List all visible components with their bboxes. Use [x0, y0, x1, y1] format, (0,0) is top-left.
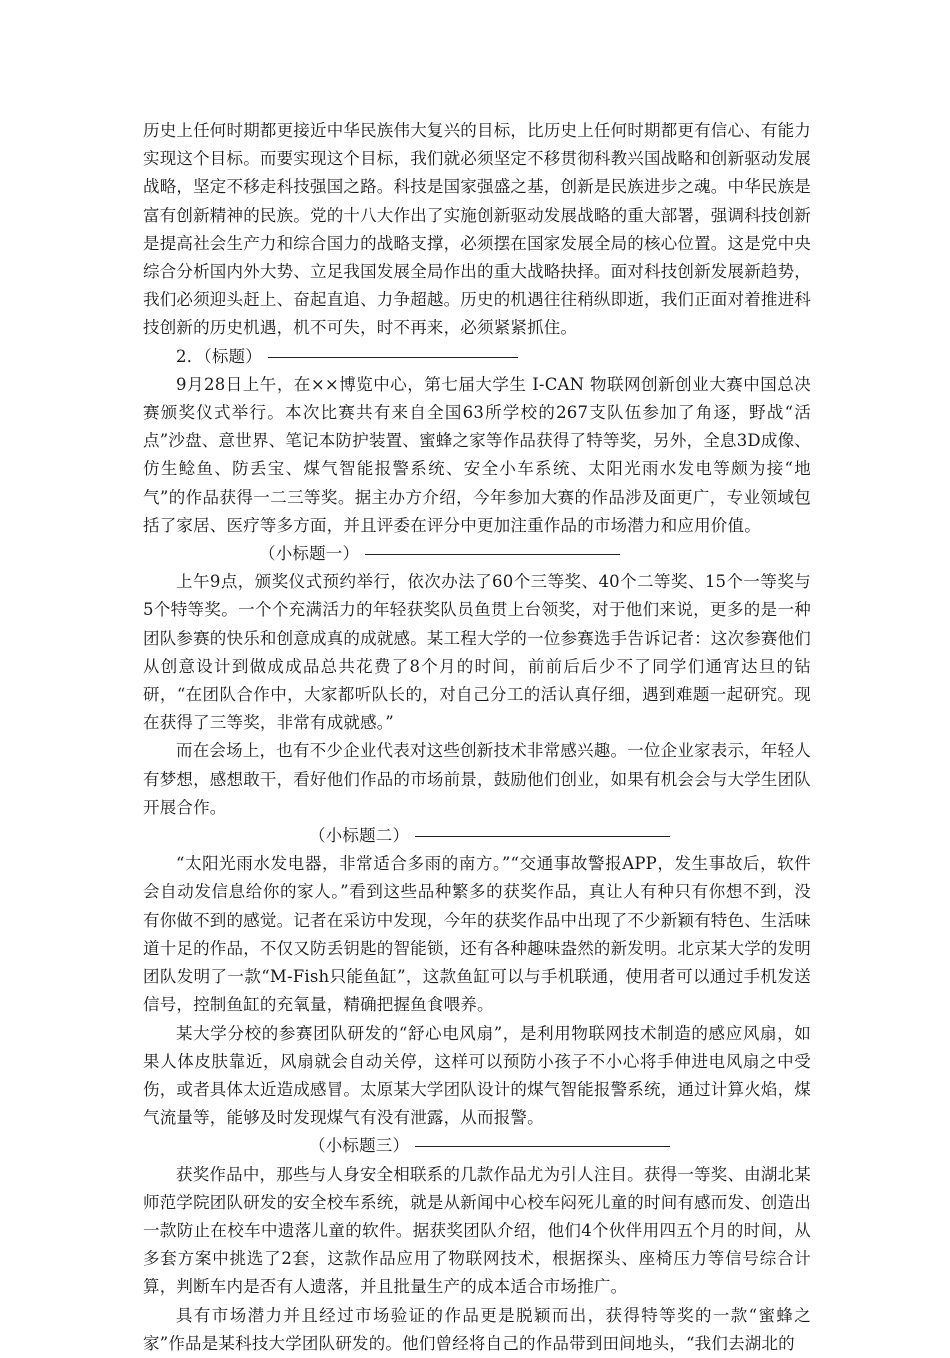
subtitle-2-label: （小标题二） — [309, 826, 410, 846]
title-answer-blank[interactable] — [268, 356, 518, 358]
subtitle-3-answer-blank[interactable] — [415, 1145, 670, 1147]
safety-paragraph: 获奖作品中，那些与人身安全相联系的几款作品尤为引人注目。获得一等奖、由湖北某师范学院团队研发的安全校车系统，就是从新闻中心校车闷死儿童的时间有感而发、创造出一款防止在校车中遗落儿童的软件。据获奖团队介绍，他们4个伙伴用四五个月的时间，从多套方案中挑选了2套，这款作品应用了物联网技术，根据探头、座椅压力等信号综合计算，判断车内是否有人遗落，并且批量生产的成本适合市场推广。 — [143, 1164, 811, 1297]
question-2-label: 2．（标题） — [176, 346, 262, 366]
market-paragraph: 具有市场潜力并且经过市场验证的作品更是脱颖而出，获得特等奖的一款“蜜蜂之家”作品是某科技大学团队研发的。他们曾经将自己的作品带到田间地头，“我们去湖北的 — [143, 1305, 811, 1353]
subtitle-3-line — [143, 1132, 811, 1160]
ceremony-paragraph: 上午9点，颁奖仪式预约举行，依次办法了60个三等奖、40个二等奖、15个一等奖与5个特等奖。一个个充满活力的年轻获奖队员鱼贯上台领奖，对于他们来说，更多的是一种团队参赛的快乐和创意成真的成就感。某工程大学的一位参赛选手告诉记者：这次参赛他们从创意设计到做成成品总共花费了8个月的时间，前前后后少不了同学们通宵达旦的钻研，“在团队合作中，大家都听队长的，对自己分工的活认真仔细，遇到难题一起研究。现在获得了三等奖，非常有成就感。” — [143, 572, 811, 733]
subtitle-1-answer-blank[interactable] — [365, 553, 620, 555]
subtitle-2-answer-blank[interactable] — [415, 835, 670, 837]
products-paragraph: “太阳光雨水发电器，非常适合多雨的南方。”“交通事故警报APP，发生事故后，软件会自动发信息给你的家人。”看到这些品种繁多的获奖作品，真让人有种只有你想不到，没有你做不到的感觉。记者在采访中发现，今年的获奖作品中出现了不少新颖有特色、生活味道十足的作品，不仅又防丢钥匙的智能锁，还有各种趣味盎然的新发明。北京某大学的发明团队发明了一款“M-Fish只能鱼缸”，这款鱼缸可以与手机联通，使用者可以通过手机发送信号，控制鱼缸的充氧量，精确把握鱼食喂养。 — [143, 854, 811, 1015]
subtitle-3-label: （小标题三） — [309, 1136, 410, 1156]
subtitle-2-line — [143, 822, 811, 850]
subtitle-1-label: （小标题一） — [259, 544, 360, 564]
question-2-title-line — [143, 343, 811, 371]
document-body — [143, 117, 811, 1358]
enterprise-paragraph: 而在会场上，也有不少企业代表对这些创新技术非常感兴趣。一位企业家表示，年轻人有梦想，感想敢干，看好他们作品的市场前景，鼓励他们创业，如果有机会会与大学生团队开展合作。 — [143, 741, 811, 817]
fan-paragraph: 某大学分校的参赛团队研发的“舒心电风扇”，是利用物联网技术制造的感应风扇，如果人体皮肤靠近，风扇就会自动关停，这样可以预防小孩子不小心将手伸进电风扇之中受伤，或者具体太近造成感冒。太原某大学团队设计的煤气智能报警系统，通过计算火焰，煤气流量等，能够及时发现煤气有没有泄露，从而报警。 — [143, 1023, 811, 1128]
lead-paragraph: 9月28日上午，在××博览中心，第七届大学生 I-CAN 物联网创新创业大赛中国总决赛颁奖仪式举行。本次比赛共有来自全国63所学校的267支队伍参加了角逐，野战“活点”沙盘、意世界、笔记本防护装置、蜜蜂之家等作品获得了特等奖，另外，全息3D成像、仿生鲶鱼、防丢宝、煤气智能报警系统、安全小车系统、太阳光雨水发电等颇为接“地气”的作品获得一二三等奖。据主办方介绍，今年参加大赛的作品涉及面更广，专业领域包括了家居、医疗等多方面，并且评委在评分中更加注重作品的市场潜力和应用价值。 — [143, 374, 811, 535]
intro-paragraph: 历史上任何时期都更接近中华民族伟大复兴的目标，比历史上任何时期都更有信心、有能力实现这个目标。而要实现这个目标，我们就必须坚定不移贯彻科教兴国战略和创新驱动发展战略，坚定不移走科技强国之路。科技是国家强盛之基，创新是民族进步之魂。中华民族是富有创新精神的民族。党的十八大作出了实施创新驱动发展战略的重大部署，强调科技创新是提高社会生产力和综合国力的战略支撑，必须摆在国家发展全局的核心位置。这是党中央综合分析国内外大势、立足我国发展全局作出的重大战略抉择。面对科技创新发展新趋势，我们必须迎头赶上、奋起直追、力争超越。历史的机遇往往稍纵即逝，我们正面对着推进科技创新的历史机遇，机不可失，时不再来，必须紧紧抓住。 — [143, 121, 811, 338]
subtitle-1-line — [143, 540, 811, 568]
